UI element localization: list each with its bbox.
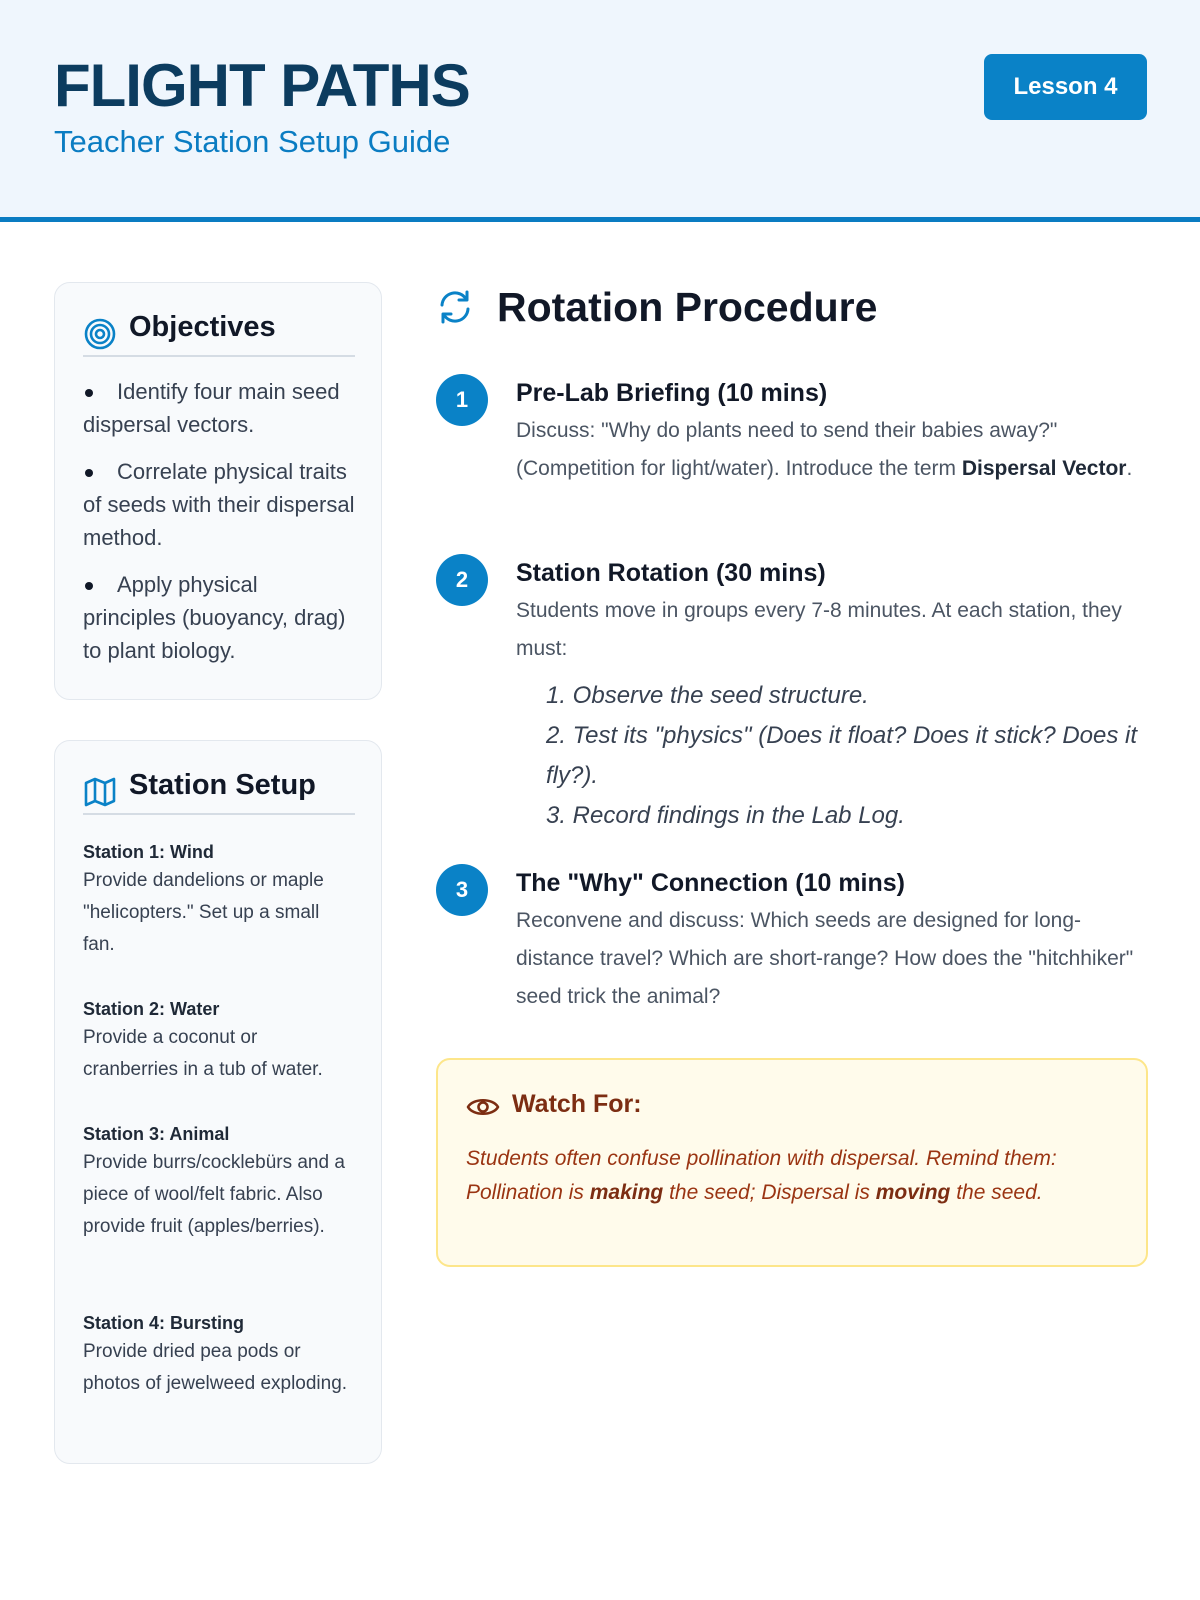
- sub-step-item: 2. Test its "physics" (Does it float? Does it stick? Does it fly?).: [546, 722, 1138, 789]
- objective-item: Identify four main seed dispersal vectors.: [83, 375, 355, 441]
- watch-for-text: [466, 1142, 1126, 1210]
- step-text-bold: Dispersal Vector: [961, 457, 1127, 480]
- step-number-badge: 1: [436, 374, 488, 426]
- procedure-step: [516, 556, 1148, 836]
- procedure-title: Rotation Procedure: [497, 284, 878, 330]
- step-number-badge: 2: [436, 554, 488, 606]
- callout-text-part: the seed; Dispersal is: [663, 1181, 876, 1204]
- station-name: Station 3: Animal: [83, 1124, 230, 1144]
- target-icon: [83, 317, 117, 351]
- station-description: Provide burrs/cocklebürs and a piece of wool/felt fabric. Also provide fruit (apples/berries).: [83, 1152, 345, 1237]
- callout-text-bold: making: [589, 1181, 664, 1204]
- step-text: [516, 412, 1148, 488]
- map-icon: [83, 775, 117, 809]
- watch-for-title: Watch For:: [512, 1090, 642, 1118]
- step-text: Reconvene and discuss: Which seeds are designed for long-distance travel? Which are short-range? How does the "hitchhiker" seed trick the animal?: [516, 909, 1134, 1008]
- station-description: Provide dandelions or maple "helicopters." Set up a small fan.: [83, 870, 324, 955]
- sub-step-item: 3. Record findings in the Lab Log.: [546, 802, 905, 829]
- step-title: Pre-Lab Briefing (10 mins): [516, 379, 828, 407]
- objectives-title: Objectives: [129, 311, 276, 343]
- station-description: Provide dried pea pods or photos of jewelweed exploding.: [83, 1341, 348, 1394]
- station-setup-title: Station Setup: [129, 769, 316, 801]
- step-text-part: .: [1126, 457, 1133, 480]
- callout-text-part: Students often confuse pollination with dispersal. Remind them: Pollination is: [466, 1147, 1057, 1204]
- procedure-step: [516, 866, 1148, 1016]
- station-entry: [83, 839, 355, 961]
- objective-item: Apply physical principles (buoyancy, drag) to plant biology.: [83, 568, 355, 667]
- procedure-step: [516, 376, 1148, 488]
- sub-step-list: [546, 676, 1148, 836]
- objectives-card: [54, 282, 382, 700]
- station-name: Station 1: Wind: [83, 842, 214, 862]
- rotate-icon: [436, 288, 474, 326]
- watch-for-callout: [436, 1058, 1148, 1267]
- station-entry: [83, 1121, 355, 1243]
- objectives-list: [83, 375, 355, 681]
- station-description: Provide a coconut or cranberries in a tub of water.: [83, 1027, 323, 1080]
- step-text-part: Discuss: "Why do plants need to send their babies away?" (Competition for light/water). Introduce the term: [516, 419, 1058, 480]
- station-name: Station 4: Bursting: [83, 1313, 244, 1333]
- step-title: Station Rotation (30 mins): [516, 559, 826, 587]
- step-number-badge: 3: [436, 864, 488, 916]
- station-entry: [83, 1310, 355, 1400]
- objective-item: Correlate physical traits of seeds with their dispersal method.: [83, 455, 355, 554]
- header: [0, 0, 1200, 222]
- sub-step-item: 1. Observe the seed structure.: [546, 682, 869, 709]
- station-setup-header: [83, 769, 355, 815]
- page-title: FLIGHT PATHS: [54, 52, 470, 119]
- callout-text-part: the seed.: [950, 1181, 1043, 1204]
- station-name: Station 2: Water: [83, 999, 220, 1019]
- step-text: Students move in groups every 7-8 minutes. At each station, they must:: [516, 599, 1122, 660]
- objectives-header: [83, 311, 355, 357]
- step-title: The "Why" Connection (10 mins): [516, 869, 906, 897]
- eye-icon: [466, 1094, 500, 1120]
- callout-text-bold: moving: [875, 1181, 951, 1204]
- lesson-badge: Lesson 4: [984, 54, 1147, 120]
- station-entry: [83, 996, 355, 1086]
- station-setup-card: [54, 740, 382, 1464]
- page-subtitle: Teacher Station Setup Guide: [54, 124, 451, 159]
